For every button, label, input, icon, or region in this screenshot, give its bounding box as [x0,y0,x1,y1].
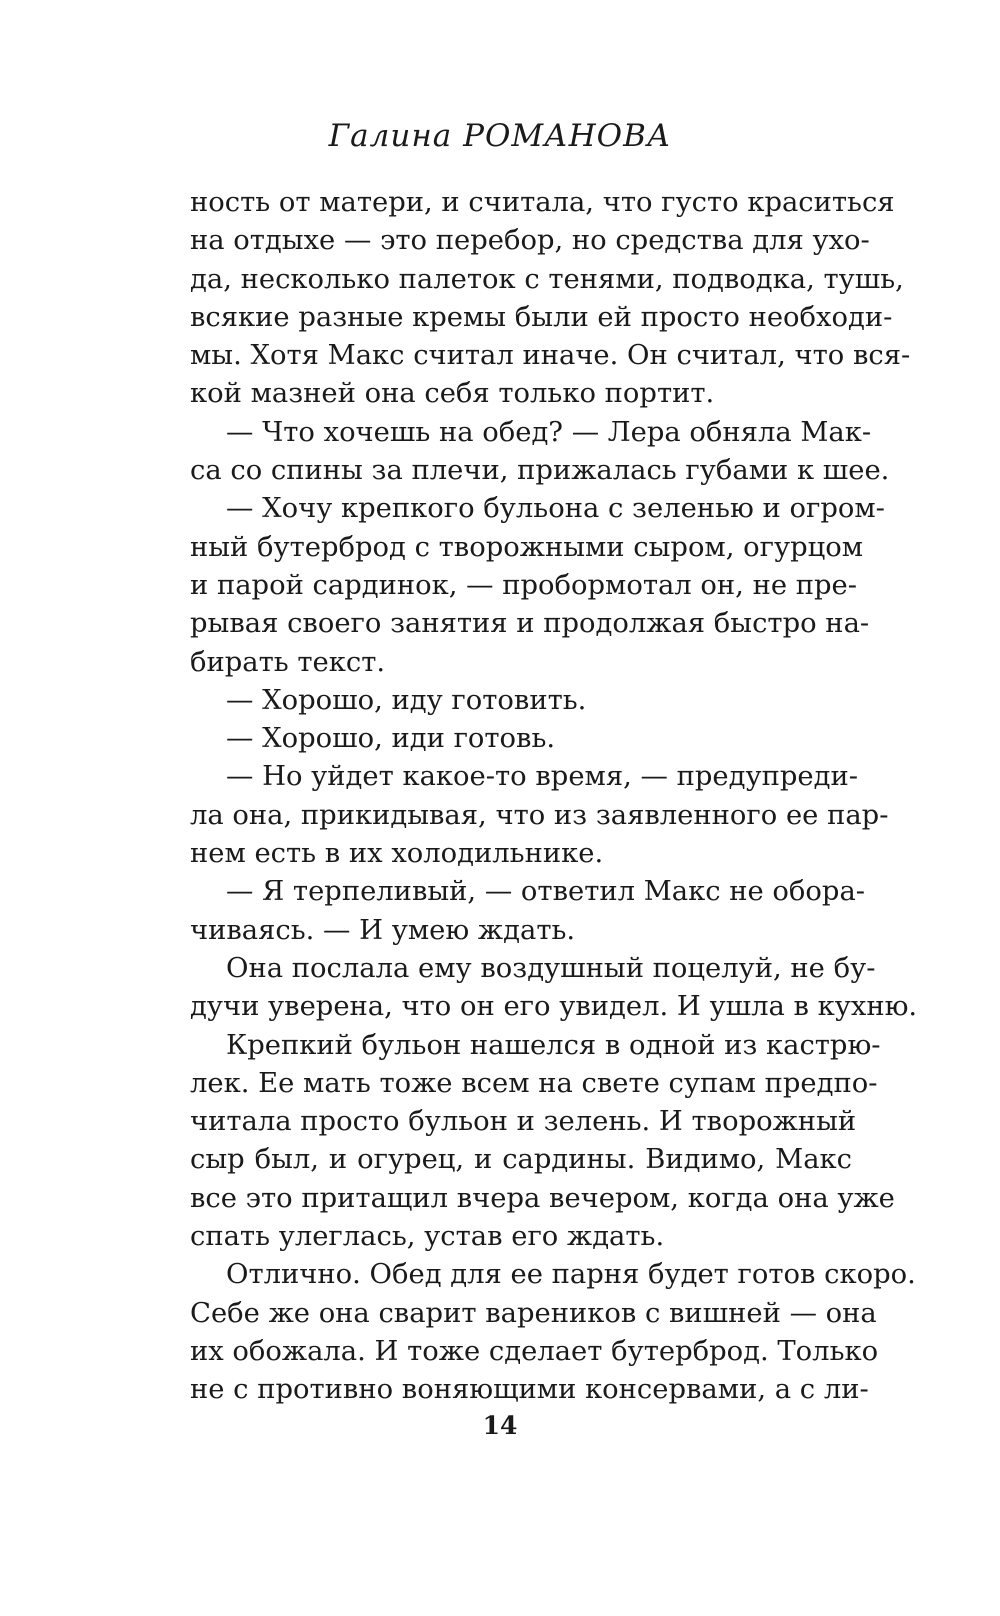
text-line: — Я терпеливый, — ответил Макс не обора- [226,876,866,908]
text-line: — Хорошо, иду готовить. [226,684,587,716]
text-line: са со спины за плечи, прижалась губами к шее. [190,455,890,487]
text-line: Она послала ему воздушный поцелуй, не бу- [226,952,876,984]
text-line: ность от матери, и считала, что густо краситься [190,187,895,218]
text-line: на отдыхе — это перебор, но средства для ухо- [190,225,870,257]
page-number: 14 [482,1411,518,1440]
text-line: бирать текст. [190,646,386,678]
text-line: чиваясь. — И умею ждать. [190,914,576,946]
text-line: читала просто бульон и зелень. И творожный [190,1106,857,1138]
text-line: сыр был, и огурец, и сардины. Видимо, Макс [190,1144,852,1176]
text-line: мы. Хотя Макс считал иначе. Он считал, что вся- [190,340,911,372]
text-line: ный бутерброд с творожными сыром, огурцом [190,531,864,563]
text-line: Отлично. Обед для ее парня будет готов скоро. [226,1259,916,1291]
text-line: дучи уверена, что он его увидел. И ушла в кухню. [190,991,918,1023]
text-line: Крепкий бульон нашелся в одной из кастрю- [226,1029,881,1061]
text-line: лек. Ее мать тоже всем на свете супам предпо- [190,1067,878,1099]
text-line: все это притащил вчера вечером, когда она уже [190,1182,895,1214]
text-line: всякие разные кремы были ей просто необходи- [190,301,893,333]
text-line: Себе же она сварит вареников с вишней — она [190,1297,877,1329]
text-line: нем есть в их холодильнике. [190,838,604,870]
text-line: их обожала. И тоже сделает бутерброд. Только [190,1335,879,1367]
text-line: кой мазней она себя только портит. [190,378,715,410]
text-line: рывая своего занятия и продолжая быстро на- [190,608,870,640]
text-line: — Хорошо, иди готовь. [226,723,556,755]
body-text [190,184,918,1410]
text-line: — Но уйдет какое-то время, — предупреди- [226,761,858,793]
text-line: да, несколько палеток с тенями, подводка, тушь, [190,263,904,295]
text-line: — Что хочешь на обед? — Лера обняла Мак- [226,416,872,448]
text-line: ла она, прикидывая, что из заявленного ее пар- [190,799,889,831]
running-head: Галина РОМАНОВА [328,118,672,154]
text-line: и парой сардинок, — пробормотал он, не пре- [190,569,858,601]
text-line: — Хочу крепкого бульона с зеленью и огром- [226,493,885,525]
text-line: спать улеглась, устав его ждать. [190,1221,665,1253]
text-line: не с противно воняющими консервами, а с ли- [190,1374,869,1406]
